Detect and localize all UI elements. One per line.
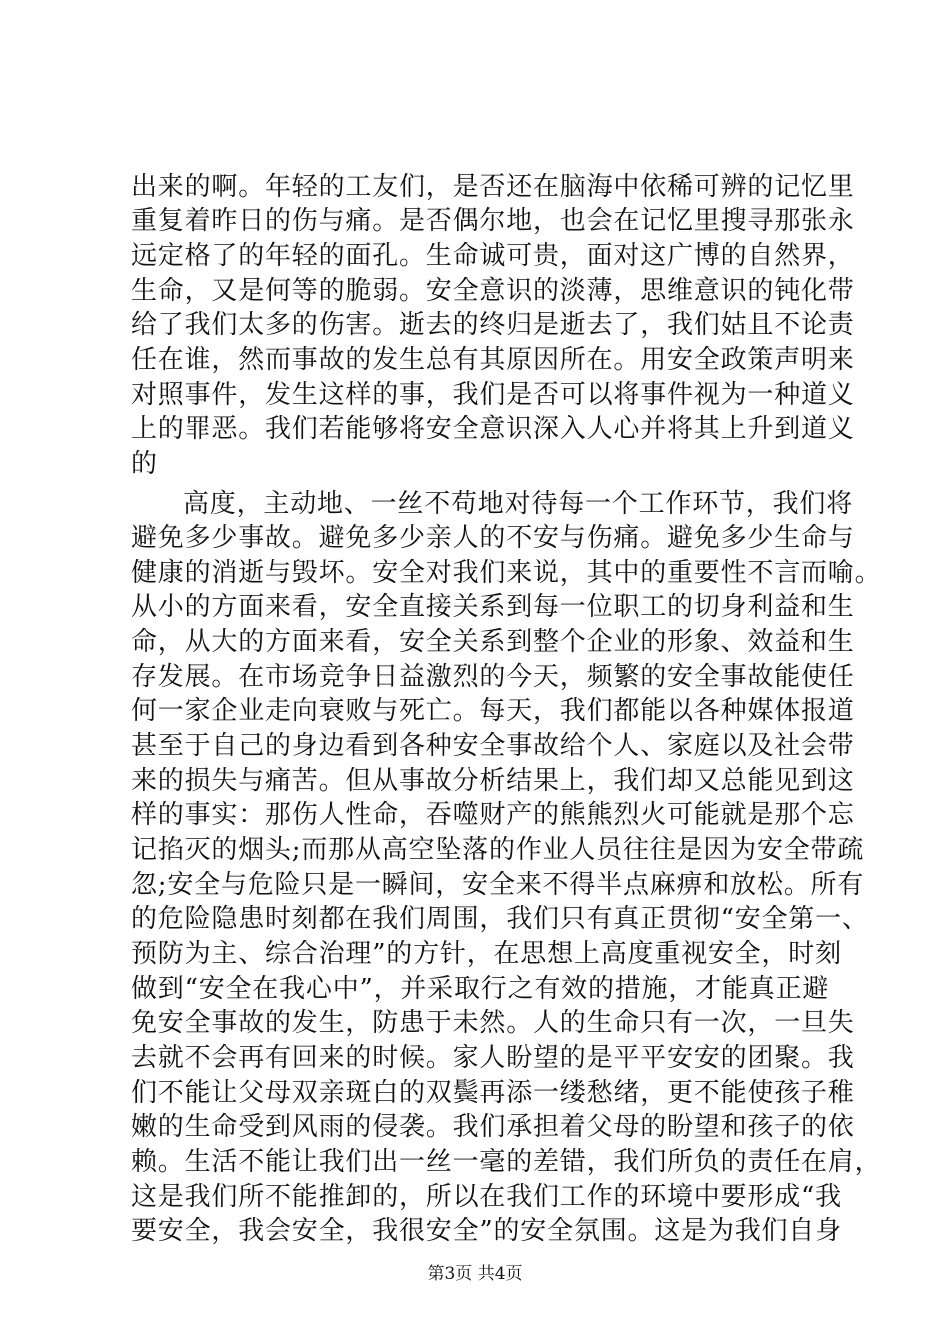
text-line: 预防为主、综合治理”的方针，在思想上高度重视安全，时刻 xyxy=(131,939,842,969)
text-line: 对照事件，发生这样的事，我们是否可以将事件视为一种道义 xyxy=(131,380,855,410)
text-line: 去就不会再有回来的时候。家人盼望的是平平安安的团聚。我 xyxy=(131,1043,855,1073)
text-line: 这是我们所不能推卸的，所以在我们工作的环境中要形成“我 xyxy=(131,1182,842,1212)
text-line: 出来的啊。年轻的工友们，是否还在脑海中依稀可辨的记忆里 xyxy=(131,172,855,202)
text-line: 重复着昨日的伤与痛。是否偶尔地，也会在记忆里搜寻那张永 xyxy=(131,206,855,236)
page-number-footer: 第3页 共4页 xyxy=(427,1264,523,1284)
text-line: 的 xyxy=(131,449,158,479)
text-line: 甚至于自己的身边看到各种安全事故给个人、家庭以及社会带 xyxy=(131,731,855,761)
text-line: 的危险隐患时刻都在我们周围，我们只有真正贯彻“安全第一、 xyxy=(131,904,869,934)
text-line: 存发展。在市场竞争日益激烈的今天，频繁的安全事故能使任 xyxy=(131,662,855,692)
text-line: 健康的消逝与毁坏。安全对我们来说，其中的重要性不言而喻。 xyxy=(131,558,882,588)
text-line: 上的罪恶。我们若能够将安全意识深入人心并将其上升到道义 xyxy=(131,414,855,444)
text-line: 任在谁，然而事故的发生总有其原因所在。用安全政策声明来 xyxy=(131,345,855,375)
text-line: 嫩的生命受到风雨的侵袭。我们承担着父母的盼望和孩子的依 xyxy=(131,1112,855,1142)
text-line: 样的事实：那伤人性命，吞噬财产的熊熊烈火可能就是那个忘 xyxy=(131,800,855,830)
text-line: 给了我们太多的伤害。逝去的终归是逝去了，我们姑且不论责 xyxy=(131,310,855,340)
text-line: 做到“安全在我心中”，并采取行之有效的措施，才能真正避 xyxy=(131,974,830,1004)
text-line: 记掐灭的烟头;而那从高空坠落的作业人员往往是因为安全带疏 xyxy=(131,835,865,865)
text-line: 要安全，我会安全，我很安全”的安全氛围。这是为我们自身 xyxy=(131,1216,842,1246)
text-line: 生命，又是何等的脆弱。安全意识的淡薄，思维意识的钝化带 xyxy=(131,276,855,306)
text-line: 来的损失与痛苦。但从事故分析结果上，我们却又总能见到这 xyxy=(131,766,855,796)
text-line: 何一家企业走向衰败与死亡。每天，我们都能以各种媒体报道 xyxy=(131,696,855,726)
text-line: 避免多少事故。避免多少亲人的不安与伤痛。避免多少生命与 xyxy=(131,523,855,553)
text-line: 高度，主动地、一丝不苟地对待每一个工作环节，我们将 xyxy=(183,489,854,519)
text-line: 远定格了的年轻的面孔。生命诚可贵，面对这广博的自然界， xyxy=(131,241,855,271)
text-line: 命，从大的方面来看，安全关系到整个企业的形象、效益和生 xyxy=(131,627,855,657)
text-line: 免安全事故的发生，防患于未然。人的生命只有一次，一旦失 xyxy=(131,1008,855,1038)
text-line: 们不能让父母双亲斑白的双鬓再添一缕愁绪，更不能使孩子稚 xyxy=(131,1078,855,1108)
text-line: 从小的方面来看，安全直接关系到每一位职工的切身利益和生 xyxy=(131,592,855,622)
text-line: 忽;安全与危险只是一瞬间，安全来不得半点麻痹和放松。所有 xyxy=(131,870,865,900)
text-line: 赖。生活不能让我们出一丝一毫的差错，我们所负的责任在肩， xyxy=(131,1147,882,1177)
